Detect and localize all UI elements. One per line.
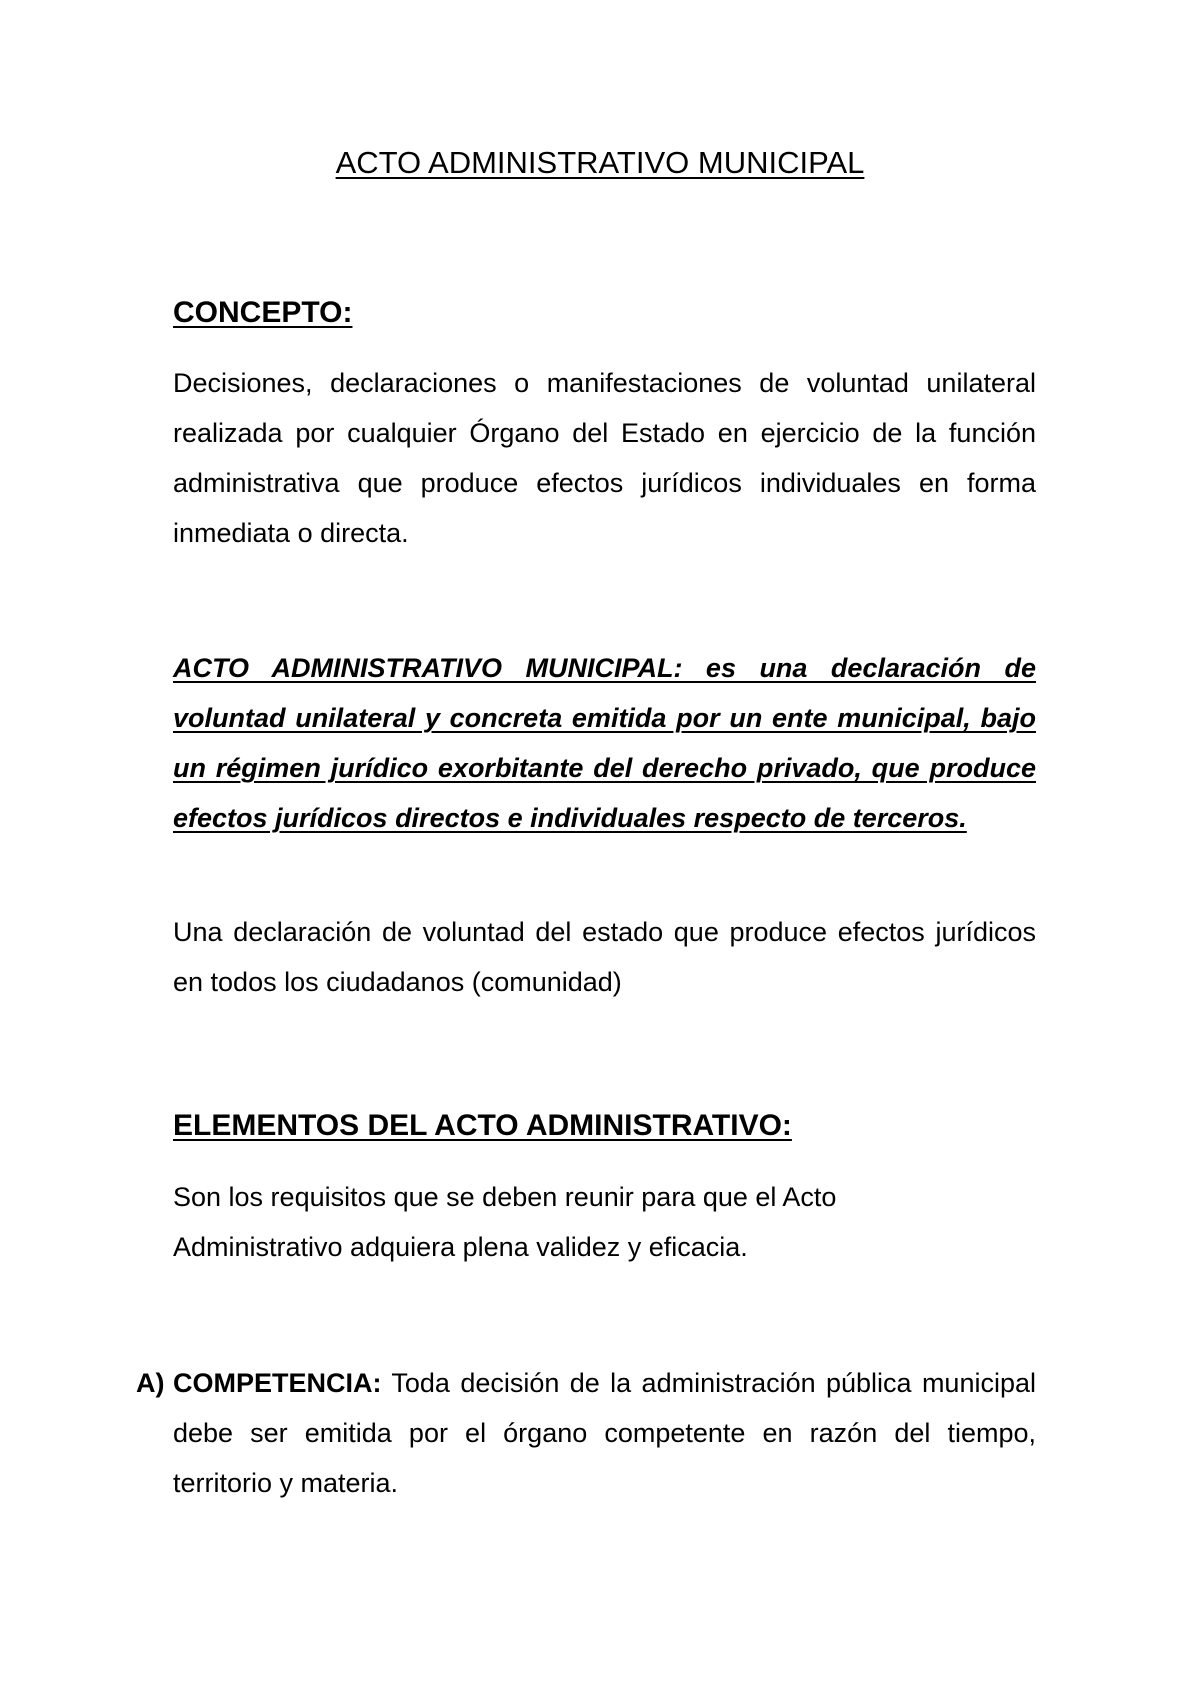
list-marker-a: A) bbox=[136, 1368, 165, 1398]
declaracion-paragraph: Una declaración de voluntad del estado que produce efectos jurídicos en todos los ciudadanos (comunidad) bbox=[173, 917, 1036, 997]
concepto-paragraph: Decisiones, declaraciones o manifestaciones de voluntad unilateral realizada por cualquier Órgano del Estado en ejercicio de la función administrativa que produce efectos jurídicos individuales en forma inmediata o directa. bbox=[173, 368, 1036, 548]
competencia-label: COMPETENCIA: bbox=[173, 1368, 382, 1398]
document-title: ACTO ADMINISTRATIVO MUNICIPAL bbox=[335, 145, 865, 180]
definicion-text: ACTO ADMINISTRATIVO MUNICIPAL: es una declaración de voluntad unilateral y concreta emitida por un ente municipal, bajo un régimen jurídico exorbitante del derecho privado, que produce efectos jurídicos directos e individuales respecto de terceros. bbox=[173, 653, 1036, 833]
concepto-heading: CONCEPTO: bbox=[173, 296, 353, 329]
competencia-text: Toda decisión de la administración pública municipal debe ser emitida por el órgano competente en razón del tiempo, territorio y materia. bbox=[173, 1368, 1036, 1498]
elementos-heading: ELEMENTOS DEL ACTO ADMINISTRATIVO: bbox=[173, 1109, 792, 1142]
competencia-paragraph bbox=[173, 1358, 1036, 1508]
definicion-paragraph bbox=[173, 643, 1036, 843]
elementos-paragraph: Son los requisitos que se deben reunir para que el Acto Administrativo adquiera plena validez y eficacia. bbox=[173, 1182, 837, 1262]
